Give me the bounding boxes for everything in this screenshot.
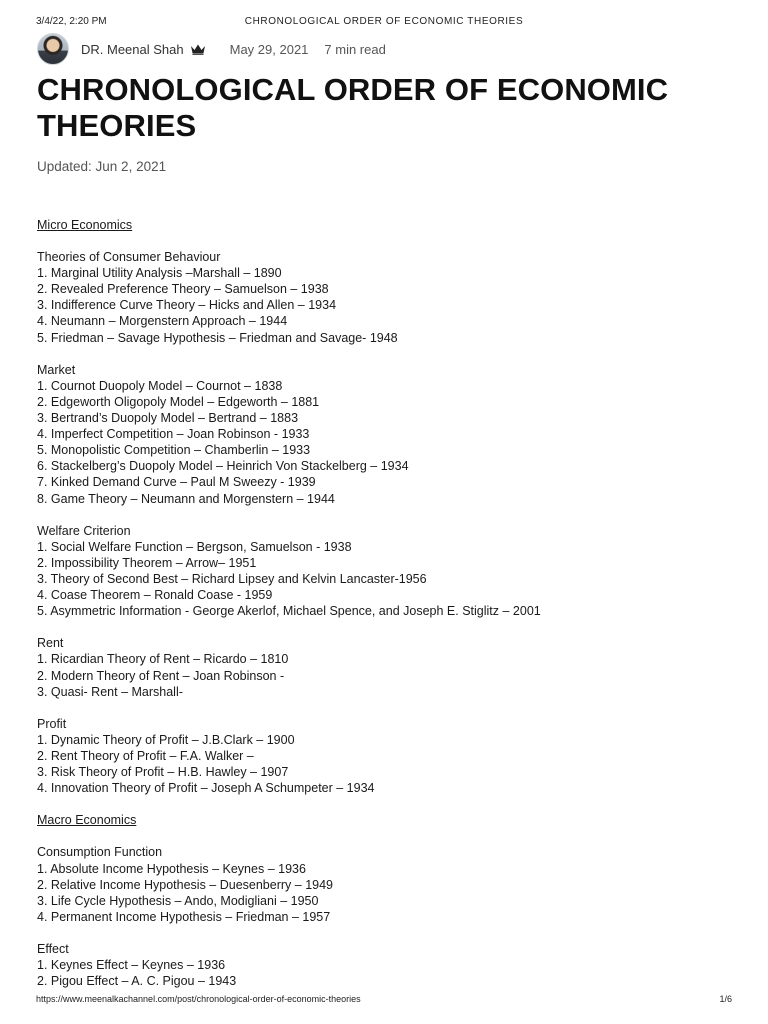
section-title: Consumption Function — [37, 845, 163, 860]
author-name[interactable]: DR. Meenal Shah — [81, 41, 184, 57]
list-item: 5. Friedman – Savage Hypothesis – Friedman and Savage- 1948 — [37, 330, 398, 345]
list-item: 3. Theory of Second Best – Richard Lipsey and Kelvin Lancaster-1956 — [37, 571, 427, 586]
list-item: 2. Impossibility Theorem – Arrow– 1951 — [37, 555, 257, 570]
section-title: Rent — [37, 636, 64, 651]
list-item: 2. Pigou Effect – A. C. Pigou – 1943 — [37, 974, 237, 989]
theory-section — [37, 844, 737, 924]
section-title: Effect — [37, 942, 69, 957]
avatar[interactable] — [37, 33, 69, 65]
list-item: 2. Rent Theory of Profit – F.A. Walker – — [37, 749, 254, 763]
list-item: 7. Kinked Demand Curve – Paul M Sweezy - 1939 — [37, 475, 316, 490]
post-title: CHRONOLOGICAL ORDER OF ECONOMIC THEORIES — [37, 72, 669, 143]
crown-icon — [190, 43, 206, 55]
list-item: 4. Imperfect Competition – Joan Robinson - 1933 — [37, 427, 310, 442]
post-date: May 29, 2021 — [229, 41, 309, 57]
list-item: 8. Game Theory – Neumann and Morgenstern – 1944 — [37, 491, 335, 506]
list-item: 3. Risk Theory of Profit – H.B. Hawley – 1907 — [37, 765, 289, 780]
print-header — [36, 16, 732, 30]
list-item: 3. Life Cycle Hypothesis – Ando, Modigliani – 1950 — [37, 893, 319, 908]
list-item: 5. Asymmetric Information - George Akerlof, Michael Spence, and Joseph E. Stiglitz – 2001 — [37, 604, 541, 619]
list-item: 2. Relative Income Hypothesis – Duesenberry – 1949 — [37, 877, 333, 892]
theory-section — [37, 635, 737, 699]
macro-economics-heading: Macro Economics — [37, 813, 137, 828]
list-item: 1. Social Welfare Function – Bergson, Samuelson - 1938 — [37, 539, 352, 554]
list-item: 3. Quasi- Rent – Marshall- — [37, 684, 183, 699]
list-item: 2. Revealed Preference Theory – Samuelson – 1938 — [37, 282, 329, 297]
updated-date: Updated: Jun 2, 2021 — [37, 159, 167, 174]
list-item: 4. Innovation Theory of Profit – Joseph A Schumpeter – 1934 — [37, 781, 375, 796]
list-item: 3. Indifference Curve Theory – Hicks and Allen – 1934 — [37, 298, 337, 313]
author-row — [37, 34, 386, 64]
print-title: CHRONOLOGICAL ORDER OF ECONOMIC THEORIES — [244, 16, 524, 27]
page-number: 1/6 — [719, 994, 732, 1004]
print-timestamp: 3/4/22, 2:20 PM — [36, 16, 107, 27]
list-item: 1. Cournot Duopoly Model – Cournot – 1838 — [37, 378, 283, 393]
list-item: 1. Marginal Utility Analysis –Marshall – 1890 — [37, 266, 282, 281]
list-item: 1. Dynamic Theory of Profit – J.B.Clark – 1900 — [37, 732, 295, 747]
section-title: Theories of Consumer Behaviour — [37, 250, 221, 265]
theory-section — [37, 523, 737, 620]
list-item: 1. Keynes Effect – Keynes – 1936 — [37, 958, 226, 973]
list-item: 4. Permanent Income Hypothesis – Friedman – 1957 — [37, 909, 331, 924]
theory-section — [37, 716, 737, 796]
list-item: 2. Edgeworth Oligopoly Model – Edgeworth – 1881 — [37, 394, 320, 409]
list-item: 4. Neumann – Morgenstern Approach – 1944 — [37, 314, 288, 329]
list-item: 4. Coase Theorem – Ronald Coase - 1959 — [37, 588, 273, 603]
list-item: 3. Bertrand’s Duopoly Model – Bertrand – 1883 — [37, 411, 299, 426]
list-item: 1. Ricardian Theory of Rent – Ricardo – 1810 — [37, 652, 289, 667]
list-item: 5. Monopolistic Competition – Chamberlin – 1933 — [37, 443, 311, 458]
list-item: 2. Modern Theory of Rent – Joan Robinson - — [37, 668, 285, 683]
read-time: 7 min read — [324, 41, 386, 57]
section-title: Profit — [37, 716, 67, 731]
section-title: Market — [37, 362, 76, 377]
theory-section — [37, 941, 737, 989]
list-item: 6. Stackelberg’s Duopoly Model – Heinrich Von Stackelberg – 1934 — [37, 459, 409, 474]
page-url: https://www.meenalkachannel.com/post/chronological-order-of-economic-theories — [36, 994, 361, 1004]
list-item: 1. Absolute Income Hypothesis – Keynes – 1936 — [37, 861, 306, 876]
post-content — [37, 217, 737, 1005]
theory-section — [37, 362, 737, 507]
theory-section — [37, 249, 737, 346]
print-footer — [36, 994, 732, 1006]
micro-economics-heading: Micro Economics — [37, 218, 133, 232]
section-title: Welfare Criterion — [37, 523, 131, 538]
